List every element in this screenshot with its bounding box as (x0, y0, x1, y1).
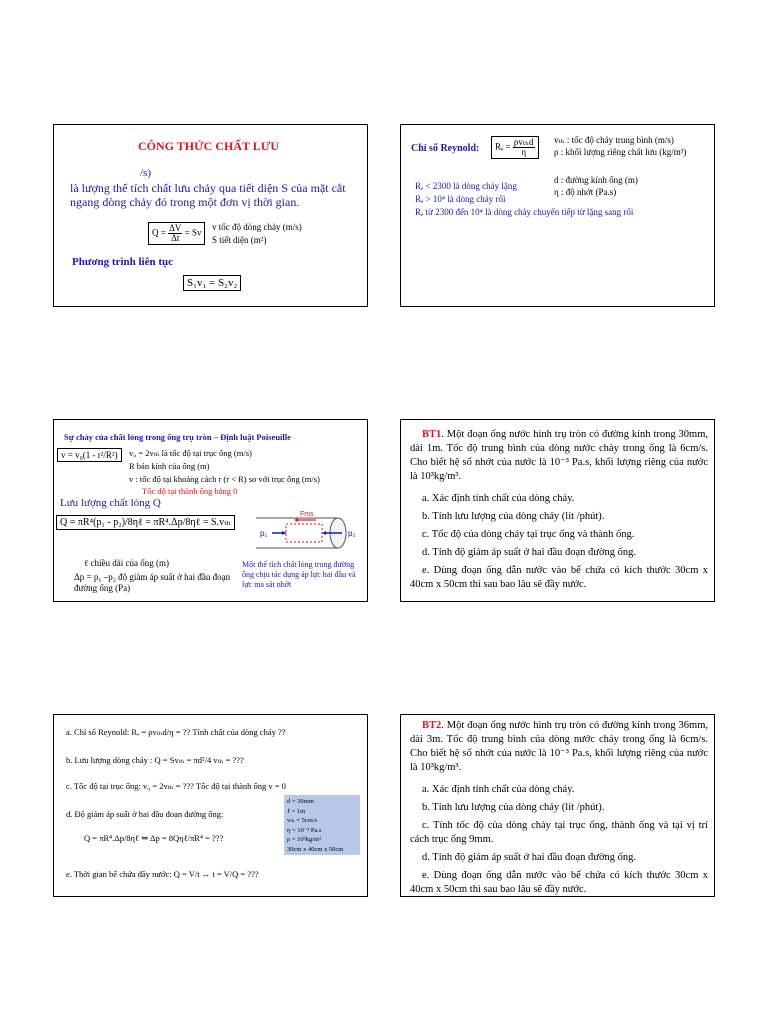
list-item: d. Tính độ giảm áp suất ở hai đầu đoạn đường ống. (422, 547, 637, 558)
diagram-caption: Một thể tích chất lỏng trong đường ống chịu tác dụng áp lực hai đầu và lực ma sát nhớt (242, 560, 356, 589)
slide-exercise-2 (400, 714, 715, 897)
diameter-desc: d : đường kính ống (m) (554, 175, 638, 185)
exercise-1-items (410, 492, 708, 592)
transition-condition: Rₑ từ 2300 đến 10⁴ là dòng chảy chuyển tiếp từ lặng sang rối (415, 207, 634, 217)
turbulent-condition: Rₑ > 10⁴ là dòng chảy rối (415, 194, 506, 204)
reynold-title: Chỉ số Reynold: (411, 143, 480, 154)
given-value: 30cm x 40cm x 50cm (287, 845, 344, 853)
slide-fluid-formulas (53, 124, 368, 307)
p2-label: p₂ (348, 529, 356, 538)
velocity-desc: v tốc độ dòng chảy (m/s) (212, 222, 302, 232)
list-item: c. Tốc độ của dòng chảy tại trục ống và thành ống. (422, 529, 635, 540)
slide-title: CÔNG THỨC CHẤT LƯU (138, 139, 280, 153)
continuity-title: Phương trình liên tục (72, 256, 174, 268)
laminar-condition: Rₑ < 2300 là dòng chảy lặng (415, 181, 517, 191)
continuity-formula: S₁v₁ = S₂v₂ (183, 275, 241, 291)
exercise-2-text (410, 719, 708, 775)
list-item: e. Dùng đoạn ống dẫn nước vào bể chứa có kích thước 30cm x 40cm x 50cm thì sau bao lâu sẽ đầy nước. (410, 565, 708, 590)
slide-reynold (400, 124, 715, 307)
exercise-2-items (410, 783, 708, 897)
list-item: e. Dùng đoạn ống dẫn nước vào bể chứa có kích thước 30cm x 40cm x 50cm thì sau bao lâu sẽ đầy nước. (410, 870, 708, 895)
hint-b: b. Lưu lượng dòng chảy : Q = Svₜₕ = πd²/4 vₜₕ = ??? (66, 755, 244, 765)
flow-rate-title: Lưu lượng chất lỏng Q (60, 497, 161, 509)
wall-speed-note: Tốc độ tại thành ống bằng 0 (142, 486, 238, 496)
flow-rate-formula: Q = πR⁴(p₁ - p₂)/8ηℓ = πR⁴.Δp/8ηℓ = S.vₜₕ (56, 515, 235, 530)
flow-definition: là lượng thể tích chất lưu chảy qua tiết diện S của mặt cắt ngang dòng chảy đó trong một đơn vị thời gian. (70, 181, 346, 209)
pressure-drop-desc: Δp = p₁ –p₂ độ giảm áp suất ở hai đầu đoạn đường ống (Pa) (74, 572, 231, 593)
vtb-desc: vₜₕ : tốc độ chảy trung bình (m/s) (554, 135, 674, 145)
p1-label: p₁ (260, 529, 268, 538)
hint-a: a. Chỉ số Reynold: Rₑ = ρvₜₕd/η = ?? Tính chất của dòng chảy ?? (66, 727, 286, 737)
list-item: d. Tính độ giảm áp suất ở hai đầu đoạn đường ống. (422, 852, 637, 863)
given-value: d = 30mm (287, 798, 314, 805)
hint-c: c. Tốc độ tại trục ống: v₀ = 2vₜₕ = ??? Tốc độ tại thành ống v = 0 (66, 781, 286, 791)
given-value: vₜₕ = 5cm/s (287, 817, 318, 824)
exercise-2-label: BT2 (422, 720, 442, 731)
flow-unit: /s) (140, 167, 151, 179)
friction-force-label: Fms (300, 511, 314, 518)
list-item: a. Xác định tính chất của dòng chảy. (422, 493, 575, 504)
given-values-box (284, 795, 360, 855)
exercise-1-text (410, 428, 708, 484)
area-desc: S tiết diện (m²) (212, 235, 267, 245)
length-desc: ℓ chiều dài của ống (m) (84, 558, 170, 568)
list-item: a. Xác định tính chất của dòng chảy. (422, 784, 575, 795)
hint-e: e. Thời gian bể chứa đầy nước: Q = V/t ↔ t = V/Q = ??? (66, 869, 259, 879)
hint-d-formula: Q = πR⁴.Δp/8ηℓ ⇒ Δp = 8Qηℓ/πR⁴ = ??? (84, 833, 224, 843)
rho-desc: ρ : khối lượng riêng chất lưu (kg/m³) (554, 147, 687, 157)
given-value: ℓ = 1m (287, 807, 306, 815)
exercise-1-label: BT1 (422, 429, 442, 440)
given-value: ρ = 10³kg/m³ (287, 836, 321, 843)
v0-desc: v₀ = 2vₜₕ là tốc độ tại trục ống (m/s) (129, 448, 252, 458)
poiseuille-title: Sự chảy của chất lỏng trong ống trụ tròn – Định luật Poiseuille (64, 432, 291, 442)
vr-desc: v : tốc độ tại khoảng cách r (r < R) so với trục ống (m/s) (129, 474, 320, 484)
slide-poiseuille (53, 419, 368, 602)
hint-d: d. Độ giảm áp suất ở hai đầu đoạn đường ống: (66, 809, 224, 819)
reynold-formula: Rₑ = $\frac{\text{ρvₜₕd}}{\eta}$ (491, 136, 539, 159)
slide-solution-hints (53, 714, 368, 897)
exercise-2-statement: . Một đoạn ống nước hình trụ tròn có đường kính trong 36mm, dài 3m. Tốc độ trung bình của dòng nước chảy trong ống là 6cm/s. Cho biết hệ số nhớt của nước là 10⁻³ Pa.s, khối lượng riêng của nước là 10³kg/m³. (410, 720, 708, 773)
viscosity-desc: η : độ nhớt (Pa.s) (554, 187, 617, 197)
pipe-diagram (252, 505, 364, 555)
radius-desc: R bán kính của ống (m) (129, 461, 210, 471)
exercise-1-statement: . Một đoạn ống nước hình trụ tròn có đường kính trong 30mm, dài 1m. Tốc độ trung bình của dòng nước chảy trong ống là 6cm/s. Cho biết hệ số nhớt của nước là 10⁻³ Pa.s, khối lượng riêng của nước là 10³kg/m³. (410, 429, 708, 482)
list-item: b. Tính lưu lượng của dòng chảy (lít /phút). (422, 802, 605, 813)
slide-exercise-1 (400, 419, 715, 602)
list-item: b. Tính lưu lượng của dòng chảy (lít /phút). (422, 511, 605, 522)
flow-formula: Q = $\frac{\Delta V}{\Delta t}$ = Sv (148, 222, 205, 245)
fluid-volume-icon (286, 524, 322, 542)
list-item: c. Tính tốc độ của dòng chảy tại trục ống, thành ống và tại vị trí cách trục ống 9mm. (410, 820, 708, 845)
given-value: η = 10⁻³ Pa.s (287, 826, 322, 834)
velocity-profile-formula: v = v₀(1 - r²/R²) (57, 448, 122, 462)
